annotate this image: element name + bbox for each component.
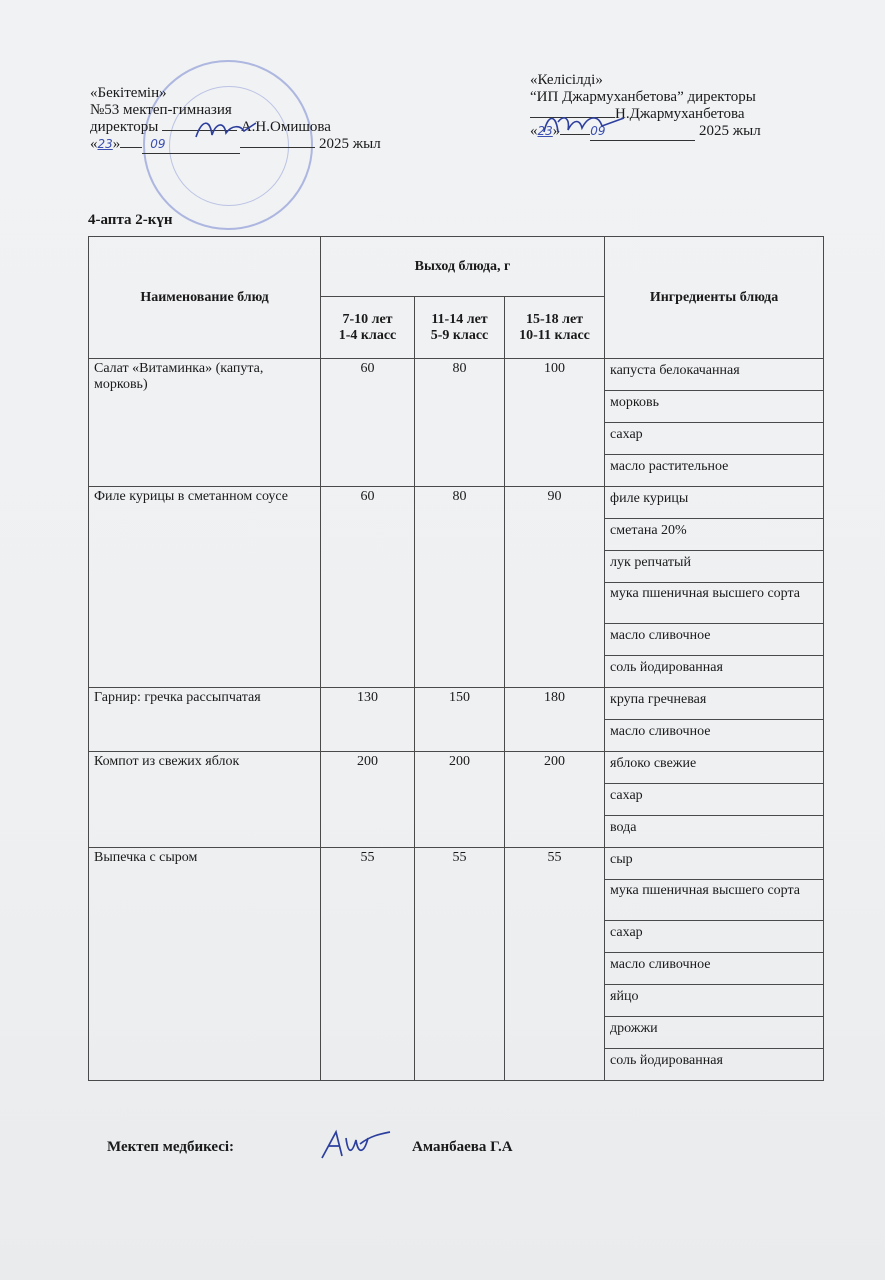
approve-date-day: 23 <box>97 137 113 151</box>
ingredient: капуста белокачанная <box>605 359 824 391</box>
age-group-1: 7-10 лет 1-4 класс <box>321 297 415 359</box>
approve-label: «Бекітемін» <box>90 85 167 101</box>
ingredient: сахар <box>605 423 824 455</box>
col-name-header: Наименование блюд <box>89 237 321 359</box>
dish-name: Салат «Витаминка» (капута, морковь) <box>89 359 321 487</box>
portion-15-18: 90 <box>505 487 605 688</box>
portion-11-14: 80 <box>415 359 505 487</box>
ingredient: яйцо <box>605 985 824 1017</box>
table-row <box>89 848 824 880</box>
approve-role: директоры <box>90 119 159 135</box>
portion-15-18: 100 <box>505 359 605 487</box>
col-output-header: Выход блюда, г <box>321 237 605 297</box>
ingredient: крупа гречневая <box>605 688 824 720</box>
approve-date-year: 2025 жыл <box>319 136 381 152</box>
ingredient: сахар <box>605 784 824 816</box>
ingredient: соль йодированная <box>605 1049 824 1081</box>
ingredient: морковь <box>605 391 824 423</box>
ingredient: яблоко свежие <box>605 752 824 784</box>
director-signature-agree <box>537 108 630 142</box>
ingredient: масло сливочное <box>605 953 824 985</box>
dish-name: Филе курицы в сметанном соусе <box>89 487 321 688</box>
ingredient: мука пшеничная высшего сорта <box>605 583 824 624</box>
portion-7-10: 60 <box>321 359 415 487</box>
portion-15-18: 180 <box>505 688 605 752</box>
table-row <box>89 487 824 519</box>
ingredient: масло сливочное <box>605 624 824 656</box>
portion-15-18: 55 <box>505 848 605 1081</box>
portion-7-10: 200 <box>321 752 415 848</box>
portion-7-10: 60 <box>321 487 415 688</box>
approve-date-month: 09 <box>142 136 240 154</box>
ingredient: мука пшеничная высшего сорта <box>605 880 824 921</box>
ingredient: вода <box>605 816 824 848</box>
agree-date-day: 23 <box>537 124 553 138</box>
menu-table <box>88 236 824 1081</box>
portion-7-10: 55 <box>321 848 415 1081</box>
approve-org: №53 мектеп-гимназия <box>90 102 232 118</box>
menu-body <box>89 359 824 1081</box>
week-day-title: 4-апта 2-күн <box>88 212 173 228</box>
ingredient: дрожжи <box>605 1017 824 1049</box>
approve-date-line: «23» 09 2025 жыл <box>90 136 381 152</box>
agree-org: “ИП Джармуханбетова” директоры <box>530 89 756 105</box>
ingredient: сметана 20% <box>605 519 824 551</box>
ingredient: сахар <box>605 921 824 953</box>
agree-date-line: «23» 09 2025 жыл <box>530 123 761 139</box>
portion-11-14: 55 <box>415 848 505 1081</box>
portion-11-14: 200 <box>415 752 505 848</box>
table-row <box>89 359 824 391</box>
nurse-label: Мектеп медбикесі: <box>107 1139 235 1155</box>
ingredient: лук репчатый <box>605 551 824 583</box>
ingredient: сыр <box>605 848 824 880</box>
nurse-signature <box>318 1126 393 1164</box>
portion-11-14: 150 <box>415 688 505 752</box>
dish-name: Компот из свежих яблок <box>89 752 321 848</box>
table-row <box>89 752 824 784</box>
approve-name: А.Н.Омишова <box>240 119 331 135</box>
agree-date-month: 09 <box>590 123 695 141</box>
ingredient: филе курицы <box>605 487 824 519</box>
ingredient: масло сливочное <box>605 720 824 752</box>
ingredient: соль йодированная <box>605 656 824 688</box>
agree-label: «Келісілді» <box>530 72 603 88</box>
table-row <box>89 688 824 720</box>
age-group-2: 11-14 лет 5-9 класс <box>415 297 505 359</box>
portion-15-18: 200 <box>505 752 605 848</box>
portion-7-10: 130 <box>321 688 415 752</box>
agree-name: Н.Джармуханбетова <box>615 106 745 122</box>
nurse-name: Аманбаева Г.А <box>412 1139 513 1155</box>
dish-name: Выпечка с сыром <box>89 848 321 1081</box>
agree-date-year: 2025 жыл <box>699 123 761 139</box>
dish-name: Гарнир: гречка рассыпчатая <box>89 688 321 752</box>
age-group-3: 15-18 лет 10-11 класс <box>505 297 605 359</box>
portion-11-14: 80 <box>415 487 505 688</box>
ingredient: масло растительное <box>605 455 824 487</box>
director-signature <box>192 115 262 145</box>
col-ingredients-header: Ингредиенты блюда <box>605 237 824 359</box>
